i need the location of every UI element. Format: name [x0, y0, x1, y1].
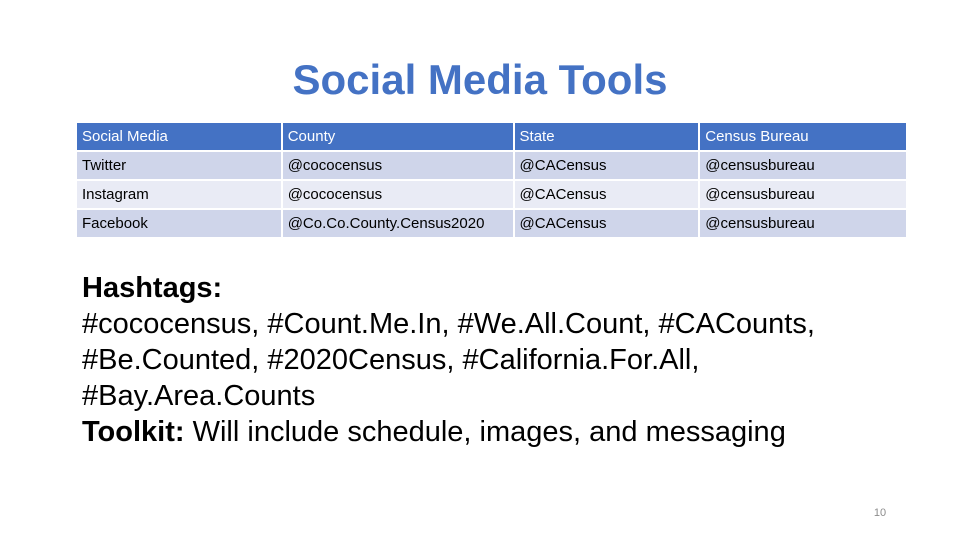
- header-state: State: [515, 123, 699, 150]
- table-cell: @cococensus: [283, 181, 513, 208]
- hashtags-line-1: #cococensus, #Count.Me.In, #We.All.Count, #CACounts,: [82, 308, 815, 340]
- body-text: [82, 270, 902, 450]
- table-cell: @CACensus: [515, 152, 699, 179]
- table-cell: @Co.Co.County.Census2020: [283, 210, 513, 237]
- table-row: [77, 181, 906, 208]
- hashtags-line-2: #Be.Counted, #2020Census, #California.For.All,: [82, 344, 700, 376]
- toolkit-line: [82, 414, 902, 450]
- page-number: 10: [873, 507, 887, 519]
- header-census-bureau: Census Bureau: [700, 123, 906, 150]
- table-cell: @censusbureau: [700, 210, 906, 237]
- table-cell: Instagram: [77, 181, 281, 208]
- hashtags-label: Hashtags:: [82, 272, 223, 304]
- table-cell: @censusbureau: [700, 181, 906, 208]
- table-header-row: [77, 123, 906, 150]
- social-media-table: [75, 121, 908, 239]
- table-cell: @cococensus: [283, 152, 513, 179]
- table-cell: Twitter: [77, 152, 281, 179]
- toolkit-text: Will include schedule, images, and messaging: [184, 416, 786, 448]
- table-cell: @censusbureau: [700, 152, 906, 179]
- slide-title: Social Media Tools: [292, 56, 668, 103]
- header-social-media: Social Media: [77, 123, 281, 150]
- table-row: [77, 152, 906, 179]
- table-cell: @CACensus: [515, 210, 699, 237]
- header-county: County: [283, 123, 513, 150]
- table-row: [77, 210, 906, 237]
- hashtags-line-3: #Bay.Area.Counts: [82, 380, 316, 412]
- toolkit-label: Toolkit:: [82, 416, 185, 448]
- table-cell: Facebook: [77, 210, 281, 237]
- table-cell: @CACensus: [515, 181, 699, 208]
